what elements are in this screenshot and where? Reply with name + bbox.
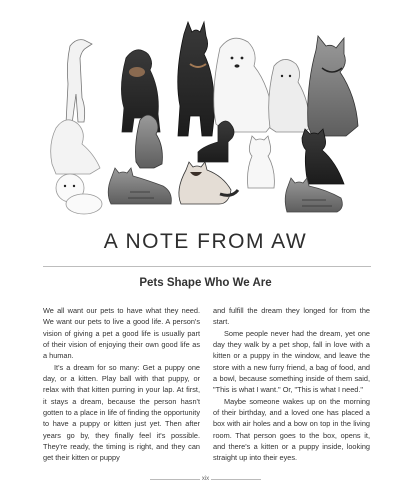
body-column-right [213,305,370,464]
black-cat-figure [302,129,344,184]
spaniel-figure [51,120,100,174]
paragraph: It's a dream for so many: Get a puppy one day, or a kitten. Play ball with that puppy, or relax with that kitten purring in your lap. At first, it stays a dream, because the person hasn't gotten to a place in life of finding the opportunity to have a puppy or kitten just yet. Then after years go by, they finally feel it's possible. They're ready, the timing is right, and they can get their kitten or puppy [43,362,200,463]
white-cat-figure [248,136,275,188]
body-column-left [43,305,200,464]
title-divider [43,266,371,267]
page-number: xix [201,476,210,482]
folio-rule-right [211,479,261,480]
paragraph: We all want our pets to have what they need. We want our pets to live a good life. A person's vision of giving a pet a good life is usually part of their vision of enjoying their own good life as a human. [43,306,200,361]
samoyed-figure [214,38,274,132]
german-shepherd-figure [308,36,358,136]
chapter-title: A NOTE FROM AW [103,230,308,253]
siamese-cat-figure [179,162,238,204]
labrador-figure [269,59,310,132]
pets-illustration [40,8,380,218]
paragraph: Maybe someone wakes up on the morning of their birthday, and a loved one has placed a box with air holes and a bow on top in the living room. That person goes to the box, opens it, and there's a kitten or a puppy inside, looking straight up into their eyes. [213,396,370,463]
tabby-cat-lying-figure [108,168,171,204]
doberman-figure [178,22,215,136]
chapter-subtitle: Pets Shape Who We Are [139,277,272,289]
paragraph: and fulfill the dream they longed for from the start. [213,306,370,327]
bichon-figure [56,174,102,214]
paragraph: Some people never had the dream, yet one day they walk by a pet shop, fall in love with a kitten or a puppy in the window, and leave the store with a new furry friend, a bag of food, and a bowl, because something inside of them said, "This is what I want." Or, "This is what I need." [213,328,370,395]
